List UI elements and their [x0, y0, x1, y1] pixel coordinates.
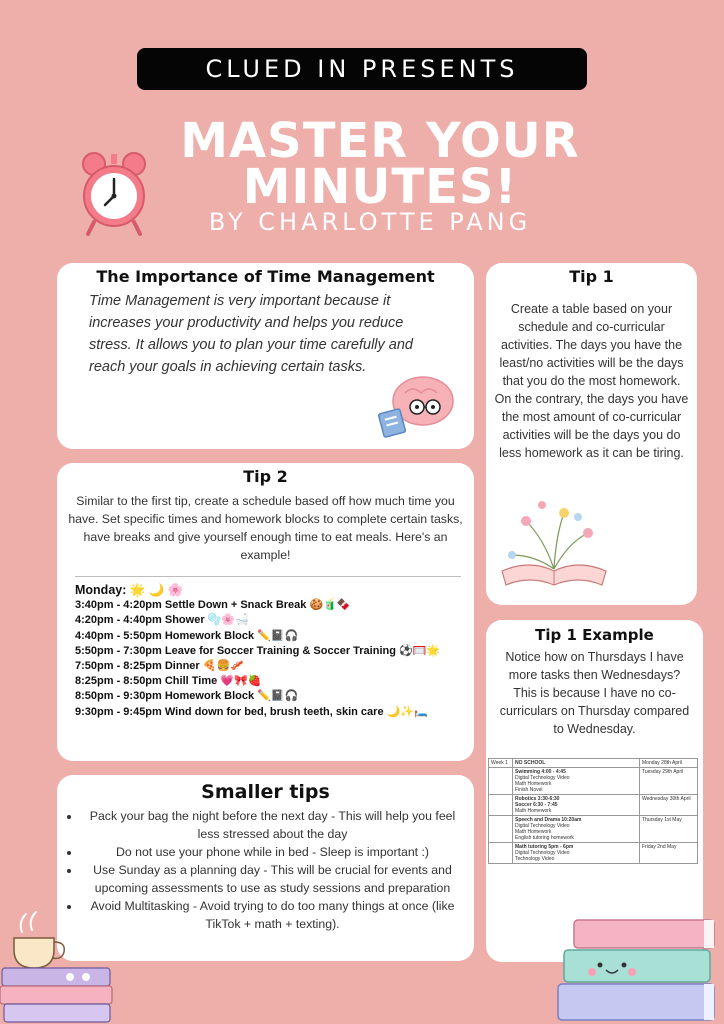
table-row — [489, 795, 698, 816]
list-item: • Do not use your phone while in bed - Sleep is important :) — [81, 843, 464, 861]
brain-reading-icon — [375, 371, 459, 441]
task: Finish Novel — [515, 787, 543, 793]
smaller-tips-list — [81, 807, 464, 933]
schedule-row: 4:40pm - 5:50pm Homework Block ✏️📓🎧 — [75, 629, 299, 642]
schedule-row: 8:25pm - 8:50pm Chill Time 💗🎀🍓 — [75, 675, 262, 688]
tip1-example-text: Notice how on Thursdays I have more tasks then Wednesdays? This is because I have no co-curriculars on Thursday compared to Wednesday. — [499, 650, 690, 736]
tip1-text: Create a table based on your schedule and co-curricular activities. The days you have the least/no activities will be the days that you do the most homework. On the contrary, the days you have the most amount of co-curricular activities will be the days you do less homework as it can be tiring. — [494, 302, 689, 460]
schedule-row: 9:30pm - 9:45pm Wind down for bed, brush teeth, skin care 🌙✨🛏️ — [75, 705, 428, 718]
schedule-row: 8:50pm - 9:30pm Homework Block ✏️📓🎧 — [75, 690, 299, 703]
tip2-heading: Tip 2 — [243, 467, 288, 486]
alarm-clock-icon — [78, 148, 150, 240]
table-cell-activities: NO SCHOOL — [513, 759, 640, 768]
table-cell-date: Friday 2nd May — [640, 843, 698, 864]
task: Digital Technology Video — [515, 850, 570, 856]
table-cell-week: Week 1 — [489, 759, 513, 768]
table-row — [489, 768, 698, 795]
homework-table — [488, 758, 698, 864]
tip1-example-card — [486, 620, 703, 962]
activity-name: Speech and Drama 10:20am — [515, 817, 582, 823]
table-row — [489, 759, 698, 768]
task: English tutoring homework — [515, 835, 574, 841]
list-item: • Pack your bag the night before the next day - This will help you feel less stressed about the day — [81, 807, 464, 843]
list-item: • Use Sunday as a planning day - This will be crucial for events and upcoming assessments to use as study sessions and preparation — [81, 861, 464, 897]
stacked-books-icon — [554, 912, 724, 1024]
schedule-row: 4:20pm - 4:40pm Shower 🫧🌸🛁 — [75, 614, 249, 627]
schedule-row: 3:40pm - 4:20pm Settle Down + Snack Break 🍪🧃🍫 — [75, 599, 351, 612]
activity-name: Math tutoring 5pm - 6pm — [515, 844, 574, 850]
tip1-example-heading: Tip 1 Example — [535, 626, 654, 644]
smaller-tips-heading: Smaller tips — [201, 781, 330, 803]
importance-text: Time Management is very important because it increases your productivity and helps you reduce stress. It allows you to plan your time carefully and reach your goals in achieving certain tasks. — [89, 293, 413, 375]
daily-schedule — [75, 576, 461, 731]
tip1-card — [486, 263, 697, 605]
tip1-heading: Tip 1 — [569, 267, 614, 286]
task: Digital Technology Video — [515, 775, 570, 781]
title-line-2: MINUTES! — [242, 159, 518, 215]
table-cell-date: Wednesday 30th April — [640, 795, 698, 816]
schedule-row: 5:50pm - 7:30pm Leave for Soccer Training & Soccer Training ⚽🥅🌟 — [75, 644, 441, 657]
table-cell-activities — [513, 768, 640, 795]
task: Math Homework — [515, 808, 552, 814]
activity-name: Robotics 3:30-6:30 Soccer 6:30 - 7:45 — [515, 796, 560, 808]
task: Digital Technology Video — [515, 823, 570, 829]
importance-heading: The Importance of Time Management — [96, 267, 435, 286]
task: Math Homework — [515, 781, 552, 787]
table-cell-date: Tuesday 29th April — [640, 768, 698, 795]
list-item: • Avoid Multitasking - Avoid trying to do too many things at once (like TikTok + math + texting). — [81, 897, 464, 933]
tip2-card — [57, 463, 474, 761]
schedule-row: 7:50pm - 8:25pm Dinner 🍕🍔🥓 — [75, 660, 244, 673]
importance-card — [57, 263, 474, 449]
page-title — [120, 113, 640, 215]
task: Technology Video — [515, 856, 555, 862]
title-line-1: MASTER YOUR — [180, 113, 580, 169]
schedule-day: Monday: 🌟 🌙 🌸 — [75, 583, 184, 597]
presenter-banner: CLUED IN PRESENTS — [137, 48, 587, 90]
table-cell-activities — [513, 843, 640, 864]
task: Math Homework — [515, 829, 552, 835]
table-row — [489, 843, 698, 864]
author-byline: BY CHARLOTTE PANG — [208, 208, 532, 236]
table-cell-activities — [513, 795, 640, 816]
table-cell-activities — [513, 816, 640, 843]
teacup-books-icon — [0, 908, 120, 1024]
table-cell-date: Monday 28th April — [640, 759, 698, 768]
table-row — [489, 816, 698, 843]
flower-book-icon — [494, 491, 614, 591]
activity-name: Swimming 4:00 - 4:45 — [515, 769, 566, 775]
tip2-text: Similar to the first tip, create a schedule based off how much time you have. Set specific times and homework blocks to complete certain tasks, have breaks and give yourself enough time to eat meals. Here's an example! — [68, 494, 463, 562]
table-cell-date: Thursday 1st May — [640, 816, 698, 843]
